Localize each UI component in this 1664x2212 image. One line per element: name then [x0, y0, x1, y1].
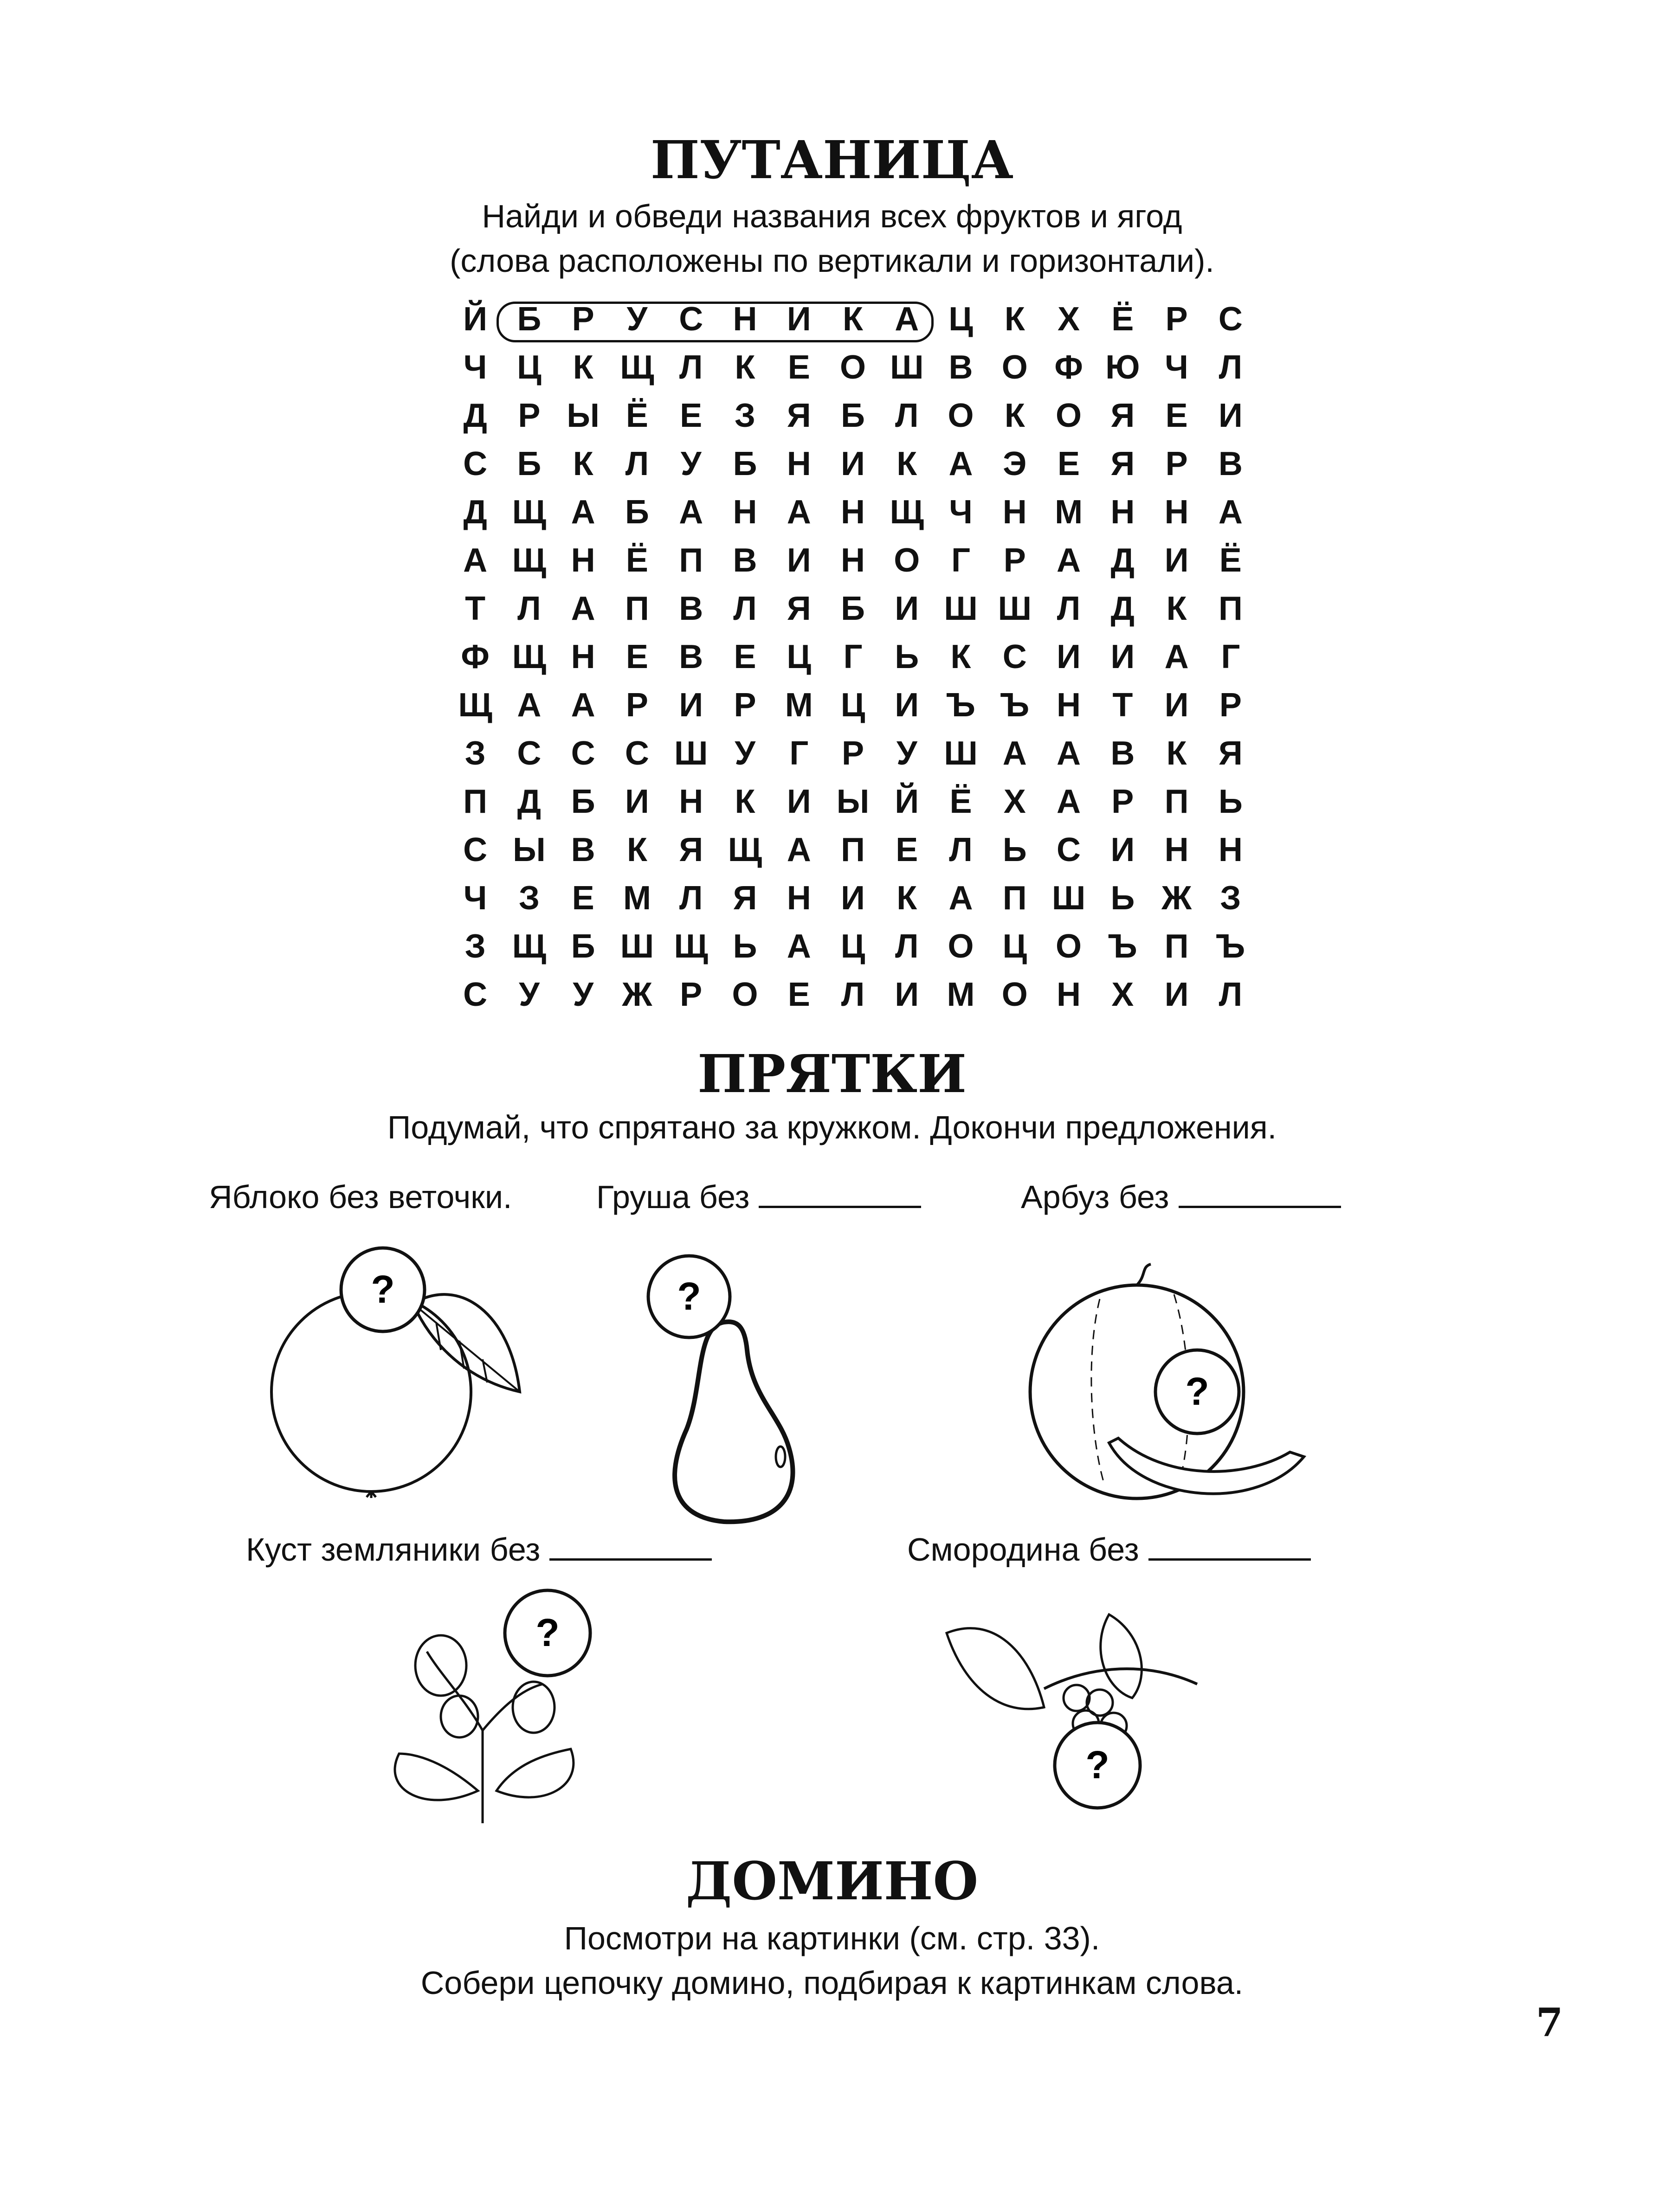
page-number: 7 — [1536, 2000, 1563, 2045]
grid-letter[interactable]: Л — [895, 928, 919, 965]
grid-letter[interactable]: В — [679, 590, 703, 627]
grid-letter[interactable]: К — [1004, 397, 1025, 434]
puzzle-instruction-line1: Найди и обведи названия всех фруктов и ягод — [482, 198, 1182, 234]
grid-letter[interactable]: О — [894, 542, 920, 579]
grid-letter[interactable]: Ц — [840, 928, 865, 965]
grid-letter[interactable]: Б — [625, 494, 649, 531]
grid-letter[interactable]: И — [787, 301, 811, 338]
grid-letter[interactable]: Ж — [1161, 880, 1192, 917]
grid-letter[interactable]: Ё — [1219, 542, 1242, 579]
grid-letter[interactable]: Щ — [512, 638, 547, 675]
domino-instruction-line1: Посмотри на картинки (см. стр. 33). — [564, 1920, 1100, 1956]
grid-letter[interactable]: В — [1218, 445, 1243, 482]
strawberry-question-badge — [499, 1584, 596, 1682]
grid-letter[interactable]: К — [573, 349, 593, 386]
grid-letter[interactable]: И — [1164, 976, 1189, 1013]
grid-letter[interactable]: Б — [571, 928, 595, 965]
grid-letter[interactable]: Ъ — [946, 687, 975, 724]
grid-letter[interactable]: П — [679, 542, 703, 579]
grid-letter[interactable]: И — [895, 687, 919, 724]
grid-letter[interactable]: И — [1110, 831, 1135, 868]
grid-letter[interactable]: Е — [572, 880, 594, 917]
grid-letter[interactable]: О — [1056, 928, 1082, 965]
grid-letter[interactable]: Н — [1164, 494, 1189, 531]
grid-letter[interactable]: Е — [680, 397, 703, 434]
grid-letter[interactable]: Ц — [1002, 928, 1027, 965]
grid-letter[interactable]: Ъ — [1216, 928, 1245, 965]
grid-letter[interactable]: З — [1220, 880, 1241, 917]
grid-letter[interactable]: Н — [733, 301, 757, 338]
grid-letter[interactable]: П — [625, 590, 649, 627]
grid-letter[interactable]: А — [948, 445, 973, 482]
strawberry-label: Куст земляники без — [246, 1531, 541, 1568]
grid-letter[interactable]: Щ — [728, 831, 762, 868]
grid-letter[interactable]: Я — [787, 397, 811, 434]
grid-letter[interactable]: Н — [1002, 494, 1027, 531]
grid-letter[interactable]: Д — [1110, 590, 1135, 627]
grid-letter[interactable]: Ы — [513, 831, 546, 868]
grid-letter[interactable]: Я — [733, 880, 757, 917]
grid-letter[interactable]: П — [463, 783, 487, 820]
grid-letter[interactable]: Ш — [1051, 880, 1086, 917]
grid-letter[interactable]: Ч — [463, 880, 487, 917]
grid-letter[interactable]: Т — [465, 590, 486, 627]
grid-letter[interactable]: А — [571, 590, 595, 627]
grid-row — [448, 729, 1258, 778]
grid-letter[interactable]: А — [948, 880, 973, 917]
grid-letter[interactable]: Ь — [1002, 831, 1027, 868]
grid-letter[interactable]: Ц — [948, 301, 973, 338]
domino-title: ДОМИНО — [685, 1851, 979, 1912]
grid-letter[interactable]: А — [1057, 735, 1081, 772]
question-mark: ? — [535, 1611, 560, 1654]
grid-letter[interactable]: Р — [680, 976, 703, 1013]
pear-sentence — [596, 1178, 921, 1215]
grid-letter[interactable]: Я — [679, 831, 703, 868]
grid-letter[interactable]: А — [571, 494, 595, 531]
grid-letter[interactable]: В — [679, 638, 703, 675]
grid-letter[interactable]: А — [1057, 783, 1081, 820]
grid-letter[interactable]: Ж — [622, 976, 652, 1013]
grid-letter[interactable]: Н — [679, 783, 703, 820]
grid-letter[interactable]: М — [785, 687, 813, 724]
grid-row — [448, 392, 1258, 440]
grid-letter[interactable]: Ч — [1165, 349, 1188, 386]
grid-letter[interactable]: Р — [734, 687, 756, 724]
grid-letter[interactable]: Т — [1112, 687, 1133, 724]
grid-letter[interactable]: Ч — [463, 349, 487, 386]
grid-letter[interactable]: Н — [1110, 494, 1135, 531]
hide-title: ПРЯТКИ — [697, 1044, 967, 1105]
grid-letter[interactable]: Р — [1111, 783, 1134, 820]
grid-letter[interactable]: А — [463, 542, 488, 579]
grid-letter[interactable]: П — [1218, 590, 1243, 627]
grid-letter[interactable]: З — [464, 735, 486, 772]
grid-row — [448, 440, 1258, 488]
grid-letter[interactable]: Л — [895, 397, 919, 434]
grid-letter[interactable]: Р — [1219, 687, 1242, 724]
grid-letter[interactable]: Я — [787, 590, 811, 627]
grid-letter[interactable]: Ц — [840, 687, 865, 724]
grid-letter[interactable]: Ш — [944, 735, 978, 772]
grid-letter[interactable]: К — [1166, 735, 1187, 772]
grid-letter[interactable]: Щ — [512, 494, 547, 531]
grid-letter[interactable]: Л — [517, 590, 541, 627]
grid-letter[interactable]: И — [841, 880, 865, 917]
apple-question-badge — [336, 1243, 429, 1336]
grid-letter[interactable]: Е — [626, 638, 648, 675]
grid-letter[interactable]: Ё — [626, 542, 649, 579]
grid-letter[interactable]: В — [1110, 735, 1135, 772]
grid-letter[interactable]: Х — [1058, 301, 1080, 338]
grid-letter[interactable]: П — [1164, 928, 1189, 965]
domino-instruction-line2: Собери цепочку домино, подбирая к картинкам слова. — [420, 1965, 1244, 2001]
grid-letter[interactable]: Й — [463, 301, 487, 338]
grid-letter[interactable]: Ь — [1218, 783, 1243, 820]
grid-letter[interactable]: О — [948, 397, 974, 434]
grid-letter[interactable]: З — [464, 928, 486, 965]
word-search-grid[interactable] — [448, 295, 1258, 1019]
grid-letter[interactable]: Л — [1057, 590, 1081, 627]
grid-letter[interactable]: И — [1164, 542, 1189, 579]
grid-letter[interactable]: Р — [1003, 542, 1026, 579]
watermelon-question-badge — [1151, 1345, 1244, 1438]
grid-letter[interactable]: В — [948, 349, 973, 386]
grid-letter[interactable]: Е — [896, 831, 918, 868]
grid-letter[interactable]: З — [734, 397, 756, 434]
grid-letter[interactable]: К — [896, 880, 917, 917]
grid-letter[interactable]: Р — [572, 301, 594, 338]
question-mark: ? — [1185, 1370, 1209, 1413]
grid-letter[interactable]: М — [947, 976, 975, 1013]
currant-label: Смородина без — [907, 1531, 1139, 1568]
strawberry-sentence — [246, 1531, 712, 1568]
grid-letter[interactable]: Р — [518, 397, 541, 434]
grid-letter[interactable]: В — [733, 542, 757, 579]
grid-row — [448, 585, 1258, 633]
grid-letter[interactable]: Щ — [890, 494, 924, 531]
grid-letter[interactable]: Ю — [1105, 349, 1140, 386]
grid-row — [448, 536, 1258, 585]
grid-letter[interactable]: Е — [734, 638, 756, 675]
grid-letter[interactable]: Н — [787, 445, 811, 482]
question-mark: ? — [1085, 1743, 1109, 1787]
grid-letter[interactable]: И — [895, 590, 919, 627]
grid-letter[interactable]: Э — [1003, 445, 1027, 482]
grid-row — [448, 971, 1258, 1019]
grid-letter[interactable]: Р — [1165, 301, 1188, 338]
currant-sentence — [907, 1531, 1311, 1568]
grid-letter[interactable]: П — [1164, 783, 1189, 820]
grid-letter[interactable]: Л — [679, 880, 703, 917]
grid-letter[interactable]: Ь — [733, 928, 757, 965]
grid-letter[interactable]: С — [517, 735, 542, 772]
grid-letter[interactable]: К — [950, 638, 971, 675]
grid-letter[interactable]: Х — [1003, 783, 1026, 820]
grid-letter[interactable]: Е — [1058, 445, 1080, 482]
grid-letter[interactable]: Р — [1165, 445, 1188, 482]
grid-letter[interactable]: Щ — [458, 687, 492, 724]
grid-letter[interactable]: Г — [1221, 638, 1240, 675]
grid-letter[interactable]: Б — [571, 783, 595, 820]
grid-row — [448, 633, 1258, 681]
grid-letter[interactable]: А — [571, 687, 595, 724]
grid-letter[interactable]: Б — [517, 301, 542, 338]
grid-letter[interactable]: Н — [840, 494, 865, 531]
grid-letter[interactable]: И — [1057, 638, 1081, 675]
grid-letter[interactable]: Ц — [787, 638, 812, 675]
grid-letter[interactable]: Ь — [1110, 880, 1135, 917]
puzzle-title: ПУТАНИЦА — [650, 130, 1014, 191]
grid-letter[interactable]: А — [895, 301, 919, 338]
grid-letter[interactable]: У — [626, 301, 648, 338]
grid-letter[interactable]: Д — [517, 783, 542, 820]
grid-letter[interactable]: О — [839, 349, 866, 386]
grid-letter[interactable]: Ф — [1054, 349, 1083, 386]
grid-letter[interactable]: Г — [951, 542, 970, 579]
apple-sentence: Яблоко без веточки. — [209, 1179, 512, 1215]
grid-letter[interactable]: Ш — [674, 735, 708, 772]
grid-letter[interactable]: Л — [1219, 349, 1243, 386]
grid-letter[interactable]: Н — [1057, 976, 1081, 1013]
grid-row — [448, 922, 1258, 971]
grid-letter[interactable]: Л — [733, 590, 757, 627]
grid-letter[interactable]: А — [679, 494, 703, 531]
grid-letter[interactable]: Ё — [1111, 301, 1134, 338]
puzzle-instruction-line2: (слова расположены по вертикали и горизонтали). — [450, 243, 1214, 279]
grid-letter[interactable]: М — [1055, 494, 1083, 531]
grid-letter[interactable]: С — [625, 735, 649, 772]
grid-letter[interactable]: У — [519, 976, 540, 1013]
grid-letter[interactable]: С — [1057, 831, 1081, 868]
grid-letter[interactable]: Л — [625, 445, 649, 482]
grid-letter[interactable]: И — [841, 445, 865, 482]
grid-letter[interactable]: С — [463, 976, 488, 1013]
grid-letter[interactable]: Л — [1219, 976, 1243, 1013]
grid-row — [448, 488, 1258, 536]
grid-letter[interactable]: Щ — [512, 542, 547, 579]
grid-letter[interactable]: Щ — [674, 928, 708, 965]
grid-letter[interactable]: А — [1218, 494, 1243, 531]
grid-letter[interactable]: С — [463, 831, 488, 868]
grid-letter[interactable]: Л — [679, 349, 703, 386]
grid-letter[interactable]: Д — [463, 397, 487, 434]
grid-letter[interactable]: У — [573, 976, 594, 1013]
grid-letter[interactable]: Г — [843, 638, 863, 675]
pear-answer-blank[interactable] — [759, 1204, 921, 1208]
watermelon-label: Арбуз без — [1021, 1179, 1169, 1215]
grid-letter[interactable]: А — [517, 687, 542, 724]
grid-letter[interactable]: А — [787, 831, 811, 868]
watermelon-sentence — [1021, 1178, 1341, 1215]
grid-letter[interactable]: О — [1001, 976, 1028, 1013]
grid-row — [448, 343, 1258, 392]
grid-letter[interactable]: К — [735, 349, 755, 386]
grid-letter[interactable]: И — [895, 976, 919, 1013]
grid-letter[interactable]: П — [1002, 880, 1027, 917]
grid-letter[interactable]: П — [841, 831, 865, 868]
currant-question-badge — [1049, 1717, 1146, 1814]
grid-letter[interactable]: Б — [841, 397, 865, 434]
grid-letter[interactable]: А — [787, 928, 811, 965]
grid-letter[interactable]: Ь — [895, 638, 919, 675]
grid-letter[interactable]: Ы — [567, 397, 600, 434]
grid-letter[interactable]: Ф — [461, 638, 490, 675]
grid-letter[interactable]: У — [896, 735, 917, 772]
grid-letter[interactable]: Е — [787, 976, 810, 1013]
grid-letter[interactable]: А — [1164, 638, 1189, 675]
grid-letter[interactable]: Я — [1110, 397, 1135, 434]
grid-letter[interactable]: С — [463, 445, 488, 482]
grid-letter[interactable]: Б — [517, 445, 542, 482]
grid-letter[interactable]: К — [843, 301, 863, 338]
grid-letter[interactable]: Ц — [517, 349, 542, 386]
grid-letter[interactable]: Ш — [620, 928, 654, 965]
grid-letter[interactable]: Н — [1164, 831, 1189, 868]
grid-letter[interactable]: Ш — [944, 590, 978, 627]
grid-letter[interactable]: С — [571, 735, 595, 772]
grid-letter[interactable]: В — [571, 831, 595, 868]
grid-letter[interactable]: Р — [626, 687, 648, 724]
grid-letter[interactable]: Ш — [890, 349, 924, 386]
grid-letter[interactable]: Р — [841, 735, 864, 772]
grid-letter[interactable]: С — [1002, 638, 1027, 675]
grid-letter[interactable]: С — [1218, 301, 1243, 338]
grid-letter[interactable]: К — [735, 783, 755, 820]
grid-letter[interactable]: Х — [1111, 976, 1134, 1013]
grid-letter[interactable]: Л — [841, 976, 865, 1013]
grid-letter[interactable]: Н — [1057, 687, 1081, 724]
grid-letter[interactable]: З — [518, 880, 540, 917]
question-mark: ? — [371, 1267, 395, 1311]
grid-letter[interactable]: У — [680, 445, 702, 482]
pear-label: Груша без — [596, 1179, 750, 1215]
grid-letter[interactable]: Е — [787, 349, 810, 386]
grid-letter[interactable]: Н — [571, 638, 595, 675]
grid-row — [448, 295, 1258, 343]
grid-letter[interactable]: И — [787, 783, 811, 820]
grid-letter[interactable]: М — [623, 880, 651, 917]
grid-letter[interactable]: Н — [571, 542, 595, 579]
grid-letter[interactable]: И — [787, 542, 811, 579]
grid-letter[interactable]: И — [679, 687, 703, 724]
question-mark: ? — [677, 1274, 701, 1318]
grid-letter[interactable]: И — [1110, 638, 1135, 675]
grid-letter[interactable]: Н — [840, 542, 865, 579]
grid-letter[interactable]: А — [1002, 735, 1027, 772]
grid-row — [448, 874, 1258, 922]
grid-letter[interactable]: Д — [463, 494, 487, 531]
grid-letter[interactable]: Ы — [836, 783, 870, 820]
grid-letter[interactable]: Щ — [620, 349, 654, 386]
grid-letter[interactable]: Я — [1110, 445, 1135, 482]
grid-letter[interactable]: О — [732, 976, 758, 1013]
grid-letter[interactable]: О — [1056, 397, 1082, 434]
grid-letter[interactable]: К — [573, 445, 593, 482]
grid-letter[interactable]: Б — [841, 590, 865, 627]
grid-letter[interactable]: Е — [1165, 397, 1188, 434]
grid-letter[interactable]: Ё — [626, 397, 649, 434]
grid-letter[interactable]: Л — [949, 831, 973, 868]
grid-letter[interactable]: Н — [1218, 831, 1243, 868]
grid-letter[interactable]: И — [1218, 397, 1243, 434]
grid-letter[interactable]: К — [626, 831, 647, 868]
grid-letter[interactable]: Ъ — [1108, 928, 1137, 965]
grid-letter[interactable]: И — [625, 783, 649, 820]
grid-letter[interactable]: Ч — [949, 494, 973, 531]
grid-letter[interactable]: Я — [1218, 735, 1243, 772]
grid-letter[interactable]: К — [1166, 590, 1187, 627]
grid-letter[interactable]: У — [735, 735, 755, 772]
grid-letter[interactable]: Щ — [512, 928, 547, 965]
grid-letter[interactable]: И — [1164, 687, 1189, 724]
grid-letter[interactable]: Ъ — [1000, 687, 1030, 724]
watermelon-answer-blank[interactable] — [1179, 1204, 1341, 1208]
grid-letter[interactable]: О — [948, 928, 974, 965]
strawberry-answer-blank[interactable] — [549, 1556, 712, 1561]
grid-letter[interactable]: К — [1004, 301, 1025, 338]
grid-row — [448, 681, 1258, 729]
grid-row — [448, 826, 1258, 874]
hide-instruction: Подумай, что спрятано за кружком. Докончи предложения. — [387, 1109, 1277, 1145]
grid-letter[interactable]: С — [679, 301, 703, 338]
grid-letter[interactable]: А — [787, 494, 811, 531]
grid-letter[interactable]: Ё — [949, 783, 972, 820]
pear-question-badge — [643, 1250, 735, 1343]
grid-letter[interactable]: Ш — [998, 590, 1032, 627]
grid-letter[interactable]: Д — [1110, 542, 1135, 579]
grid-letter[interactable]: Н — [787, 880, 811, 917]
grid-letter[interactable]: Й — [895, 783, 919, 820]
currant-answer-blank[interactable] — [1148, 1556, 1311, 1561]
grid-letter[interactable]: О — [1001, 349, 1028, 386]
grid-letter[interactable]: К — [896, 445, 917, 482]
grid-letter[interactable]: Г — [789, 735, 809, 772]
grid-letter[interactable]: Н — [733, 494, 757, 531]
grid-letter[interactable]: А — [1057, 542, 1081, 579]
grid-letter[interactable]: Б — [733, 445, 757, 482]
grid-row — [448, 778, 1258, 826]
